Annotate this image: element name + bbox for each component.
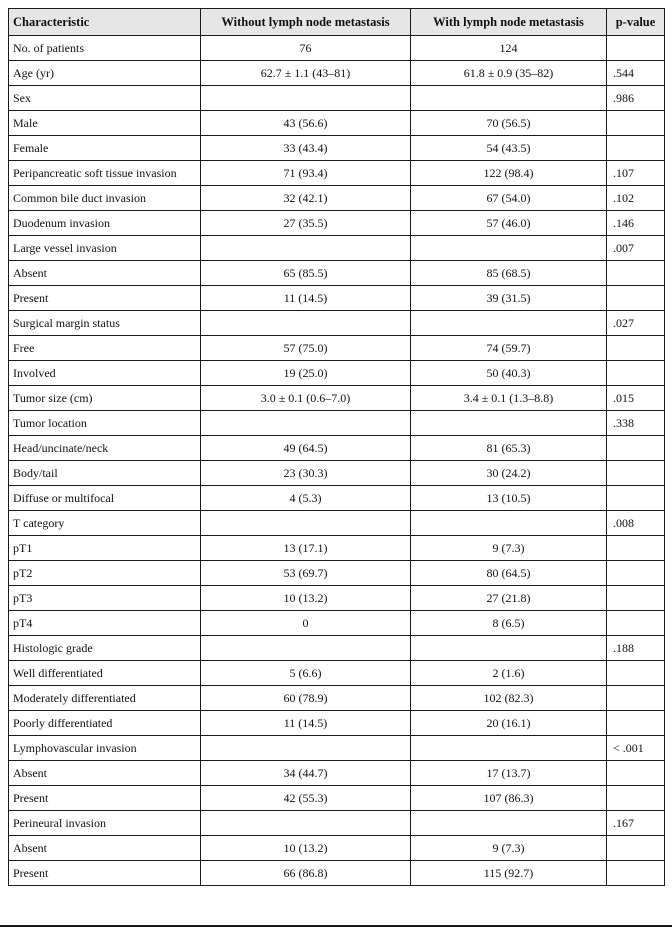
without-metastasis-cell: 0 bbox=[201, 611, 411, 636]
header-without-lymph-node-metastasis: Without lymph node metastasis bbox=[201, 9, 411, 36]
characteristic-cell: Perineural invasion bbox=[9, 811, 201, 836]
characteristic-cell: Involved bbox=[9, 361, 201, 386]
without-metastasis-cell bbox=[201, 311, 411, 336]
with-metastasis-cell: 80 (64.5) bbox=[411, 561, 607, 586]
characteristic-cell: pT2 bbox=[9, 561, 201, 586]
without-metastasis-cell: 62.7 ± 1.1 (43–81) bbox=[201, 61, 411, 86]
characteristic-cell: Surgical margin status bbox=[9, 311, 201, 336]
p-value-cell: .544 bbox=[607, 61, 665, 86]
characteristic-cell: Poorly differentiated bbox=[9, 711, 201, 736]
table-row bbox=[9, 461, 665, 486]
without-metastasis-cell: 65 (85.5) bbox=[201, 261, 411, 286]
table-row bbox=[9, 436, 665, 461]
characteristic-cell: Present bbox=[9, 286, 201, 311]
with-metastasis-cell: 54 (43.5) bbox=[411, 136, 607, 161]
table-row bbox=[9, 736, 665, 761]
with-metastasis-cell: 20 (16.1) bbox=[411, 711, 607, 736]
p-value-cell bbox=[607, 536, 665, 561]
without-metastasis-cell: 4 (5.3) bbox=[201, 486, 411, 511]
with-metastasis-cell: 124 bbox=[411, 36, 607, 61]
p-value-cell bbox=[607, 561, 665, 586]
p-value-cell bbox=[607, 336, 665, 361]
with-metastasis-cell: 9 (7.3) bbox=[411, 536, 607, 561]
p-value-cell bbox=[607, 686, 665, 711]
without-metastasis-cell: 27 (35.5) bbox=[201, 211, 411, 236]
p-value-cell bbox=[607, 586, 665, 611]
p-value-cell bbox=[607, 361, 665, 386]
table-row bbox=[9, 286, 665, 311]
without-metastasis-cell: 49 (64.5) bbox=[201, 436, 411, 461]
table-row bbox=[9, 336, 665, 361]
table-row bbox=[9, 61, 665, 86]
table-row bbox=[9, 486, 665, 511]
header-with-lymph-node-metastasis: With lymph node metastasis bbox=[411, 9, 607, 36]
p-value-cell bbox=[607, 36, 665, 61]
without-metastasis-cell: 42 (55.3) bbox=[201, 786, 411, 811]
without-metastasis-cell bbox=[201, 511, 411, 536]
characteristic-cell: Histologic grade bbox=[9, 636, 201, 661]
without-metastasis-cell: 60 (78.9) bbox=[201, 686, 411, 711]
without-metastasis-cell: 23 (30.3) bbox=[201, 461, 411, 486]
characteristic-cell: Absent bbox=[9, 836, 201, 861]
without-metastasis-cell: 32 (42.1) bbox=[201, 186, 411, 211]
with-metastasis-cell: 39 (31.5) bbox=[411, 286, 607, 311]
header-p-value: p-value bbox=[607, 9, 665, 36]
table-row bbox=[9, 86, 665, 111]
with-metastasis-cell: 107 (86.3) bbox=[411, 786, 607, 811]
header-characteristic: Characteristic bbox=[9, 9, 201, 36]
p-value-cell bbox=[607, 786, 665, 811]
with-metastasis-cell: 67 (54.0) bbox=[411, 186, 607, 211]
characteristic-cell: Age (yr) bbox=[9, 61, 201, 86]
p-value-cell bbox=[607, 436, 665, 461]
p-value-cell bbox=[607, 761, 665, 786]
characteristic-cell: Absent bbox=[9, 761, 201, 786]
p-value-cell bbox=[607, 136, 665, 161]
table-row bbox=[9, 786, 665, 811]
characteristic-cell: Moderately differentiated bbox=[9, 686, 201, 711]
table-row bbox=[9, 211, 665, 236]
characteristic-cell: Male bbox=[9, 111, 201, 136]
p-value-cell: .338 bbox=[607, 411, 665, 436]
table-body bbox=[9, 36, 665, 886]
p-value-cell bbox=[607, 611, 665, 636]
characteristic-cell: Large vessel invasion bbox=[9, 236, 201, 261]
characteristic-cell: Duodenum invasion bbox=[9, 211, 201, 236]
with-metastasis-cell: 57 (46.0) bbox=[411, 211, 607, 236]
p-value-cell: .008 bbox=[607, 511, 665, 536]
table-row bbox=[9, 661, 665, 686]
p-value-cell: .102 bbox=[607, 186, 665, 211]
table-container bbox=[8, 8, 664, 886]
with-metastasis-cell bbox=[411, 636, 607, 661]
with-metastasis-cell: 85 (68.5) bbox=[411, 261, 607, 286]
table-row bbox=[9, 111, 665, 136]
without-metastasis-cell: 66 (86.8) bbox=[201, 861, 411, 886]
p-value-cell bbox=[607, 261, 665, 286]
without-metastasis-cell bbox=[201, 811, 411, 836]
characteristics-table bbox=[8, 8, 665, 886]
table-row bbox=[9, 636, 665, 661]
with-metastasis-cell: 81 (65.3) bbox=[411, 436, 607, 461]
without-metastasis-cell: 11 (14.5) bbox=[201, 286, 411, 311]
without-metastasis-cell: 33 (43.4) bbox=[201, 136, 411, 161]
with-metastasis-cell: 8 (6.5) bbox=[411, 611, 607, 636]
characteristic-cell: Absent bbox=[9, 261, 201, 286]
table-row bbox=[9, 411, 665, 436]
p-value-cell: .167 bbox=[607, 811, 665, 836]
p-value-cell bbox=[607, 461, 665, 486]
without-metastasis-cell: 76 bbox=[201, 36, 411, 61]
with-metastasis-cell: 13 (10.5) bbox=[411, 486, 607, 511]
characteristic-cell: Lymphovascular invasion bbox=[9, 736, 201, 761]
table-row bbox=[9, 586, 665, 611]
characteristic-cell: Free bbox=[9, 336, 201, 361]
with-metastasis-cell: 61.8 ± 0.9 (35–82) bbox=[411, 61, 607, 86]
characteristic-cell: T category bbox=[9, 511, 201, 536]
without-metastasis-cell: 57 (75.0) bbox=[201, 336, 411, 361]
p-value-cell bbox=[607, 111, 665, 136]
p-value-cell: .007 bbox=[607, 236, 665, 261]
characteristic-cell: Peripancreatic soft tissue invasion bbox=[9, 161, 201, 186]
with-metastasis-cell: 50 (40.3) bbox=[411, 361, 607, 386]
without-metastasis-cell: 10 (13.2) bbox=[201, 586, 411, 611]
characteristic-cell: Sex bbox=[9, 86, 201, 111]
table-row bbox=[9, 536, 665, 561]
characteristic-cell: Well differentiated bbox=[9, 661, 201, 686]
without-metastasis-cell bbox=[201, 411, 411, 436]
characteristic-cell: No. of patients bbox=[9, 36, 201, 61]
with-metastasis-cell bbox=[411, 811, 607, 836]
p-value-cell: .986 bbox=[607, 86, 665, 111]
characteristic-cell: Tumor location bbox=[9, 411, 201, 436]
table-row bbox=[9, 161, 665, 186]
table-row bbox=[9, 511, 665, 536]
p-value-cell: .188 bbox=[607, 636, 665, 661]
with-metastasis-cell: 30 (24.2) bbox=[411, 461, 607, 486]
table-row bbox=[9, 236, 665, 261]
table-row bbox=[9, 136, 665, 161]
p-value-cell bbox=[607, 661, 665, 686]
with-metastasis-cell bbox=[411, 236, 607, 261]
with-metastasis-cell: 3.4 ± 0.1 (1.3–8.8) bbox=[411, 386, 607, 411]
characteristic-cell: Female bbox=[9, 136, 201, 161]
table-row bbox=[9, 311, 665, 336]
with-metastasis-cell bbox=[411, 736, 607, 761]
characteristic-cell: Common bile duct invasion bbox=[9, 186, 201, 211]
p-value-cell: .027 bbox=[607, 311, 665, 336]
with-metastasis-cell: 27 (21.8) bbox=[411, 586, 607, 611]
without-metastasis-cell: 5 (6.6) bbox=[201, 661, 411, 686]
table-row bbox=[9, 386, 665, 411]
without-metastasis-cell bbox=[201, 236, 411, 261]
table-row bbox=[9, 761, 665, 786]
with-metastasis-cell: 122 (98.4) bbox=[411, 161, 607, 186]
table-row bbox=[9, 36, 665, 61]
with-metastasis-cell: 2 (1.6) bbox=[411, 661, 607, 686]
characteristic-cell: Present bbox=[9, 861, 201, 886]
p-value-cell: .146 bbox=[607, 211, 665, 236]
table-row bbox=[9, 836, 665, 861]
table-row bbox=[9, 261, 665, 286]
header-row bbox=[9, 9, 665, 36]
without-metastasis-cell bbox=[201, 86, 411, 111]
table-row bbox=[9, 186, 665, 211]
with-metastasis-cell bbox=[411, 86, 607, 111]
table-row bbox=[9, 811, 665, 836]
table-row bbox=[9, 611, 665, 636]
characteristic-cell: Head/uncinate/neck bbox=[9, 436, 201, 461]
characteristic-cell: Tumor size (cm) bbox=[9, 386, 201, 411]
p-value-cell: < .001 bbox=[607, 736, 665, 761]
p-value-cell: .107 bbox=[607, 161, 665, 186]
without-metastasis-cell: 43 (56.6) bbox=[201, 111, 411, 136]
without-metastasis-cell: 10 (13.2) bbox=[201, 836, 411, 861]
bottom-rule bbox=[0, 925, 672, 927]
p-value-cell bbox=[607, 286, 665, 311]
without-metastasis-cell bbox=[201, 636, 411, 661]
characteristic-cell: pT4 bbox=[9, 611, 201, 636]
table-row bbox=[9, 861, 665, 886]
with-metastasis-cell bbox=[411, 311, 607, 336]
without-metastasis-cell bbox=[201, 736, 411, 761]
table-row bbox=[9, 711, 665, 736]
p-value-cell bbox=[607, 711, 665, 736]
without-metastasis-cell: 11 (14.5) bbox=[201, 711, 411, 736]
characteristic-cell: pT1 bbox=[9, 536, 201, 561]
without-metastasis-cell: 13 (17.1) bbox=[201, 536, 411, 561]
with-metastasis-cell bbox=[411, 511, 607, 536]
p-value-cell bbox=[607, 836, 665, 861]
without-metastasis-cell: 53 (69.7) bbox=[201, 561, 411, 586]
p-value-cell: .015 bbox=[607, 386, 665, 411]
with-metastasis-cell: 74 (59.7) bbox=[411, 336, 607, 361]
without-metastasis-cell: 34 (44.7) bbox=[201, 761, 411, 786]
without-metastasis-cell: 3.0 ± 0.1 (0.6–7.0) bbox=[201, 386, 411, 411]
without-metastasis-cell: 19 (25.0) bbox=[201, 361, 411, 386]
table-row bbox=[9, 686, 665, 711]
p-value-cell bbox=[607, 486, 665, 511]
table-row bbox=[9, 361, 665, 386]
characteristic-cell: pT3 bbox=[9, 586, 201, 611]
with-metastasis-cell: 17 (13.7) bbox=[411, 761, 607, 786]
with-metastasis-cell: 115 (92.7) bbox=[411, 861, 607, 886]
characteristic-cell: Present bbox=[9, 786, 201, 811]
characteristic-cell: Diffuse or multifocal bbox=[9, 486, 201, 511]
p-value-cell bbox=[607, 861, 665, 886]
table-row bbox=[9, 561, 665, 586]
with-metastasis-cell bbox=[411, 411, 607, 436]
characteristic-cell: Body/tail bbox=[9, 461, 201, 486]
with-metastasis-cell: 70 (56.5) bbox=[411, 111, 607, 136]
without-metastasis-cell: 71 (93.4) bbox=[201, 161, 411, 186]
with-metastasis-cell: 9 (7.3) bbox=[411, 836, 607, 861]
with-metastasis-cell: 102 (82.3) bbox=[411, 686, 607, 711]
